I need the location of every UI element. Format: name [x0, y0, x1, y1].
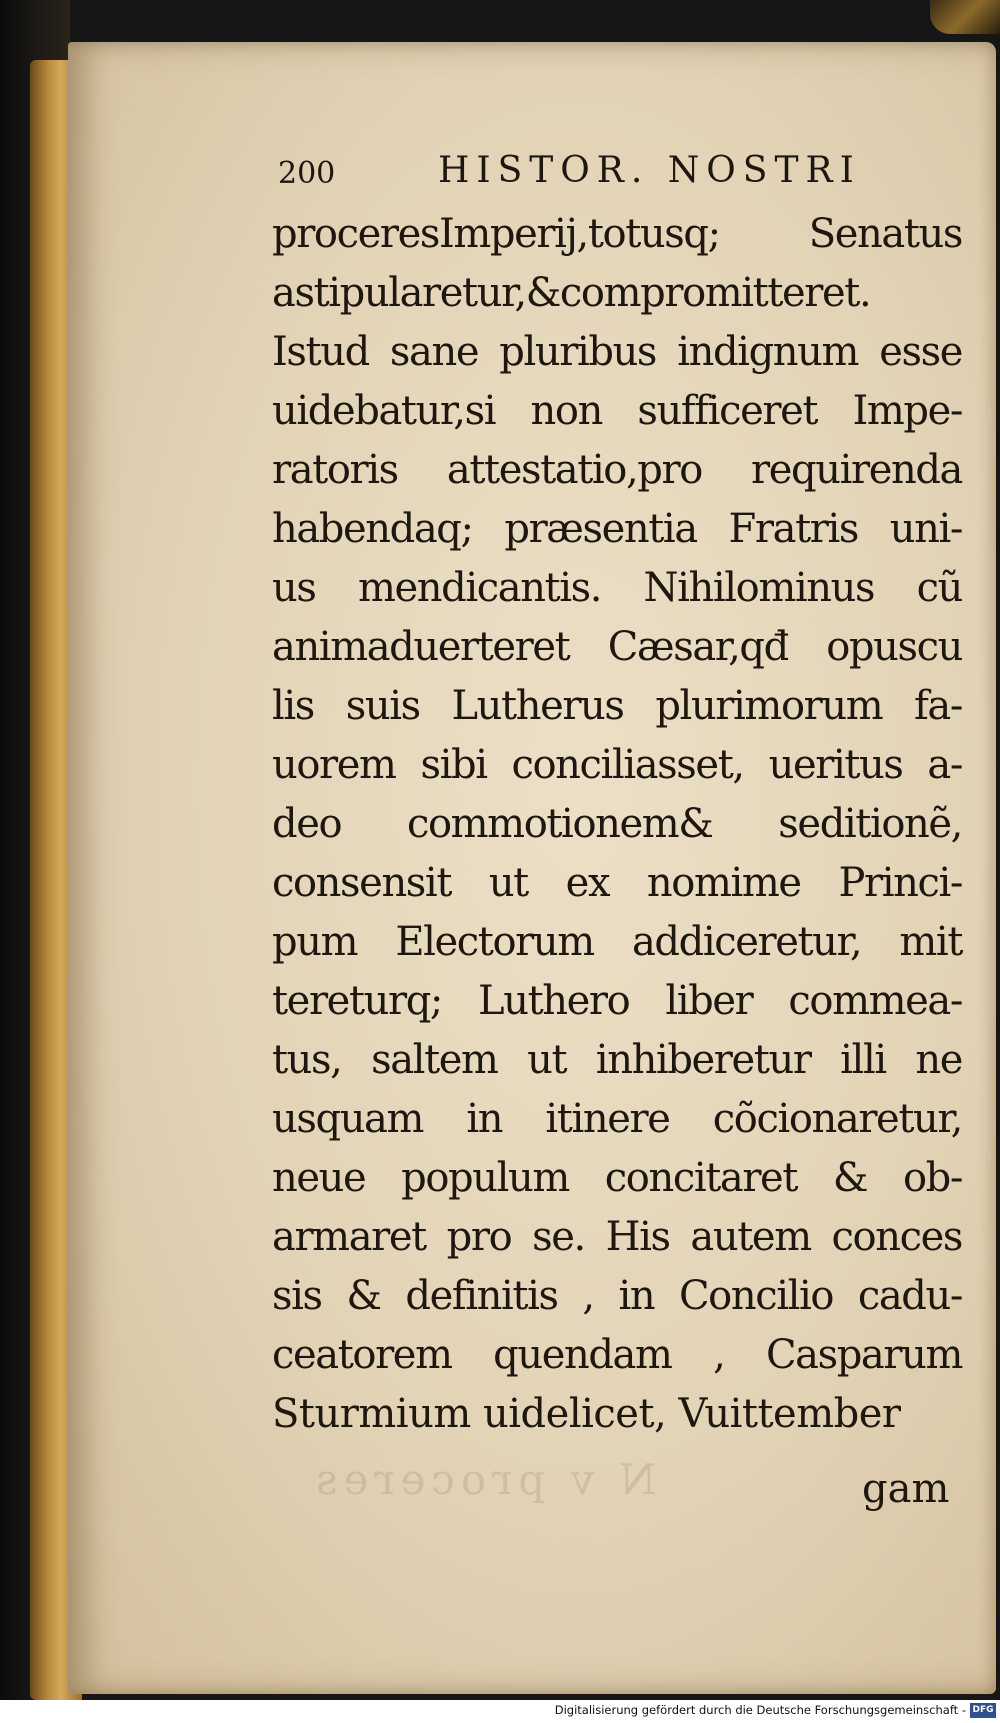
text-line: ratoris attestatio,pro requirenda — [272, 447, 962, 493]
text-line: habendaq; præsentia Fratris uni- — [272, 506, 962, 552]
text-line: deo commotionem& seditionẽ, — [272, 801, 962, 847]
text-line: lis suis Lutherus plurimorum fa- — [272, 683, 962, 729]
text-line: uidebatur,si non sufficeret Impe- — [272, 388, 962, 434]
body-text — [272, 205, 962, 1444]
text-line: armaret pro se. His autem conces — [272, 1214, 962, 1260]
text-line: neue populum concitaret & ob- — [272, 1155, 962, 1201]
text-line: astipularetur,&compromitteret. — [272, 270, 871, 316]
catchword: gam — [862, 1466, 950, 1512]
text-line: Istud sane pluribus indignum esse — [272, 329, 962, 375]
text-line: ceatorem quendam , Casparum — [272, 1332, 962, 1378]
text-line: consensit ut ex nomime Princi- — [272, 860, 962, 906]
text-line: animaduerteret Cæsar,qđ opuscu — [272, 624, 962, 670]
text-line: pum Electorum addiceretur, mit — [272, 919, 962, 965]
text-line: tus, saltem ut inhiberetur illi ne — [272, 1037, 962, 1083]
text-line: Sturmium uidelicet, Vuittember — [272, 1391, 901, 1437]
page-number: 200 — [278, 156, 336, 191]
text-line: sis & definitis , in Concilio cadu- — [272, 1273, 962, 1319]
running-title: HISTOR. NOSTRI — [438, 150, 861, 191]
dfg-logo: DFG — [970, 1703, 996, 1718]
text-line: usquam in itinere cõcionaretur, — [272, 1096, 962, 1142]
book-clasp — [930, 0, 1000, 34]
text-line: tereturq; Luthero liber commea- — [272, 978, 962, 1024]
digitization-credit: Digitalisierung gefördert durch die Deutsche Forschungsgemeinschaft - — [554, 1703, 966, 1717]
text-line: uorem sibi conciliasset, ueritus a- — [272, 742, 962, 788]
text-line: us mendicantis. Nihilominus cũ — [272, 565, 962, 611]
running-head — [278, 150, 878, 198]
text-line: proceresImperij,totusq; Senatus — [272, 211, 962, 257]
bleed-through-text: N v proceres — [310, 1455, 657, 1504]
